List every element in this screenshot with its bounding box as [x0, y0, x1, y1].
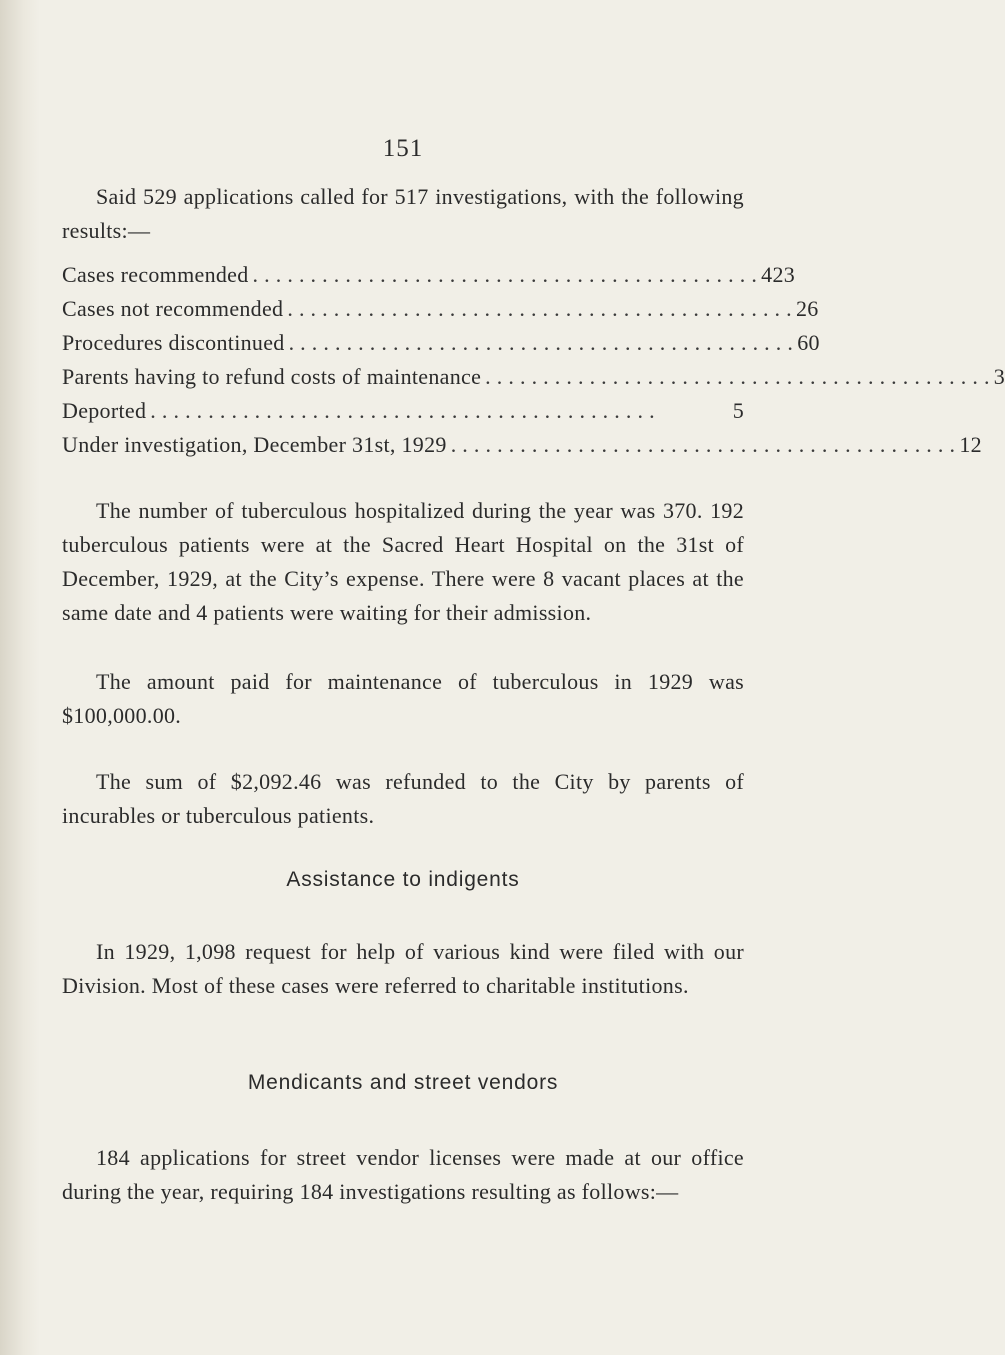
mendicants-paragraph: 184 applications for street vendor licenses were made at our office during the year, requiring 184 investigations resulting as follows:— — [62, 1145, 744, 1204]
page-edge-shadow — [0, 0, 40, 1355]
results-row-label: Deported — [62, 398, 147, 423]
results-row-value: 60 — [797, 330, 820, 355]
assistance-paragraph: In 1929, 1,098 request for help of various kind were filed with our Division. Most of these cases were referred to charitable institutions. — [62, 939, 744, 998]
page-number: 151 — [382, 135, 424, 162]
results-row — [62, 364, 1005, 398]
results-row-label: Procedures discontinued — [62, 330, 285, 355]
leader-dots: . . . . . . . . . . . . . . . . . . . . . . . . . . . . . . . . . . . . . . . . . . . . — [288, 330, 794, 355]
results-row-value: 423 — [761, 262, 796, 287]
results-row-label: Cases recommended — [62, 262, 249, 287]
results-list — [62, 262, 1005, 466]
tuberculous-paragraph: The number of tuberculous hospitalized during the year was 370. 192 tuberculous patients were at the Sacred Heart Hospital on the 31st of December, 1929, at the City’s expense. There were 8 vacant places at the same date and 4 patients were waiting for their admission. — [62, 498, 744, 625]
intro-paragraph: Said 529 applications called for 517 investigations, with the following results:— — [62, 184, 744, 243]
results-row-value: 5 — [732, 398, 744, 423]
section-heading-mendicants: Mendicants and street vendors — [247, 1071, 559, 1094]
leader-dots: . . . . . . . . . . . . . . . . . . . . . . . . . . . . . . . . . . . . . . . . . . . . — [450, 432, 956, 457]
results-row — [62, 262, 796, 296]
refund-paragraph: The sum of $2,092.46 was refunded to the City by parents of incurables or tuberculous patients. — [62, 769, 744, 828]
results-row — [62, 432, 982, 466]
results-row-label: Cases not recommended — [62, 296, 284, 321]
leader-dots: . . . . . . . . . . . . . . . . . . . . . . . . . . . . . . . . . . . . . . . . . . . . — [150, 398, 655, 423]
maintenance-amount-paragraph: The amount paid for maintenance of tuberculous in 1929 was $100,000.00. — [62, 669, 744, 728]
results-row-value: 26 — [795, 296, 819, 321]
results-row-value: 3 — [993, 364, 1005, 389]
results-row-value: 12 — [959, 432, 982, 457]
results-row-label: Under investigation, December 31st, 1929 — [62, 432, 447, 457]
leader-dots: . . . . . . . . . . . . . . . . . . . . . . . . . . . . . . . . . . . . . . . . . . . . — [287, 296, 792, 321]
results-row — [62, 296, 819, 330]
results-row-label: Parents having to refund costs of maintenance — [62, 364, 482, 389]
results-row — [62, 330, 820, 364]
leader-dots: . . . . . . . . . . . . . . . . . . . . . . . . . . . . . . . . . . . . . . . . . . . . — [252, 262, 758, 287]
section-heading-assistance: Assistance to indigents — [286, 868, 520, 891]
results-row — [62, 398, 744, 432]
leader-dots: . . . . . . . . . . . . . . . . . . . . . . . . . . . . . . . . . . . . . . . . . . . . — [485, 364, 990, 389]
